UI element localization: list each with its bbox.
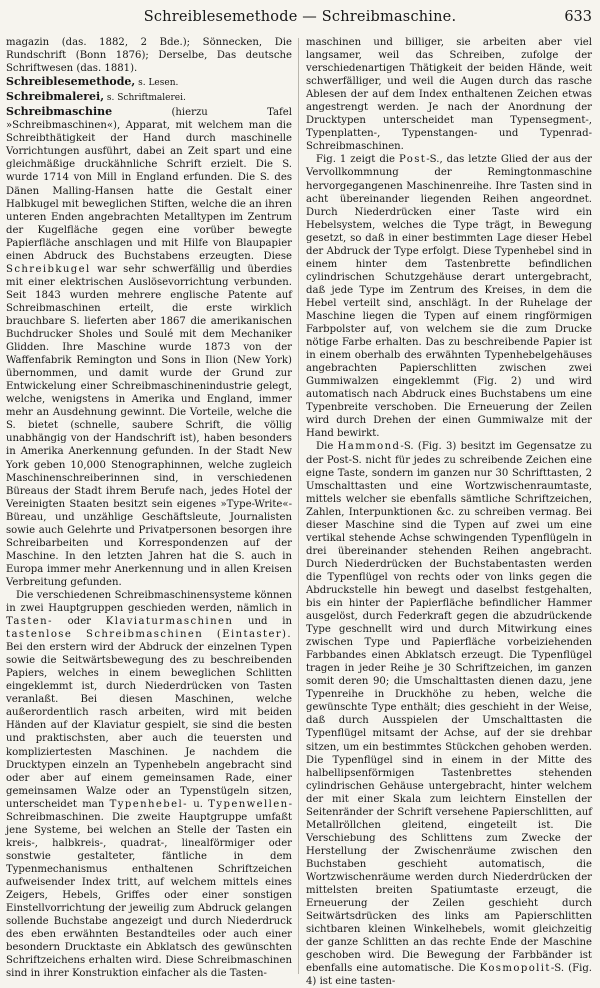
paragraph-text: oder — [52, 616, 106, 628]
paragraph-text: Die verschiedenen Schreibmaschinensysteme können in zwei Hauptgruppen geschieden werden, nämlich in — [6, 589, 292, 615]
paragraph-text: u. — [187, 798, 209, 810]
entry-headword: Schreibmalerei, — [6, 90, 105, 104]
entry-text: war sehr schwerfällig und überdies mit einer elektrischen Auslösevorrichtung verbunden. Seit 1843 wurden mehrere englische Patente auf Schreibmaschinen erteilt, die erste wirklich brauchbare S. lieferten aber 1867 die amerikanischen Buchdrucker Sholes und Soulé mit dem Mechaniker Glidden. Ihre Maschine wurde 1873 von der Waffenfabrik Remington und Sons in Ilion (New York) übernommen, und damit wurde der Grund zur Entwickelung einer Schreibmaschinenindustrie gelegt, welche, wenigstens in Amerika und England, immer mehr an Ausdehnung gewinnt. Die Vorteile, welche die S. bietet (schnelle, saubere Schrift, die völlig unabhängig von der Handschrift ist), haben besonders in Amerika Anerkennung gefunden. In der Stadt New York geben 10,000 Stenographinnen, welche zugleich Maschinenschreiberinnen sind, in verschiedenen Büreaus der Stadt ihrem Berufe nach, jedes Hotel der Vereinigten Staaten besitzt sein eigenes »Type-Write«-Büreau, und unzählige Geschäftsleute, Journalisten sowie auch Gelehrte und Privatpersonen besorgen ihre Schreibarbeiten und Korrespondenzen auf der Maschine. In den letzten Jahren hat die S. auch in Europa immer mehr Anerkennung und in allen Kreisen Verbreitung gefunden. — [6, 263, 292, 588]
spaced-term: Schreibkugel — [6, 263, 91, 275]
paragraph-text: Die — [316, 441, 338, 453]
spaced-term: Post — [398, 154, 427, 166]
paragraph-text: -S., das letzte Glied der aus der Vervollkommnung der Remingtonmaschine hervorgegangenen Maschinenreihe. Ihre Tasten sind in acht übereinander liegenden Reihen angeordnet. Durch Niederdrücken einer Taste wird ein Hebelsystem, welches die Type trägt, in Bewegung gesetzt, so daß in einer bestimmten Lage dieser Hebel der Abdruck der Type erfolgt. Diese Typenhebel sind in einem hinter dem Tastenbrette befindlichen cylindrischen Schutzgehäuse derart untergebracht, daß jede Type im Zentrum des Kreises, in dem die Hebel verteilt sind, anschlägt. In der Ruhelage der Maschine liegen die Typen auf einem ringförmigen Farbpolster auf, von welchem sie die zum Drucke nötige Farbe erhalten. Das zu beschreibende Papier ist in einem oberhalb des erwähnten Typenhebelgehäuses angebrachten Papierschlitten zwischen zwei Gummiwalzen eingeklemmt (Fig. 2) und wird automatisch nach Abdruck eines Buchstabens um eine Typenbreite verschoben. Die Erneuerung der Zeilen wird durch Drehen der einen Gummiwalze mit der Hand bewirkt. — [306, 154, 592, 440]
spaced-term: Hammond — [337, 441, 401, 453]
spaced-term: Tasten- — [6, 616, 53, 628]
spaced-term: Kosmopolit — [479, 963, 551, 975]
page-number: 633 — [564, 9, 592, 25]
paragraph-continuation: maschinen und billiger, sie arbeiten aber viel langsamer, weil das Schreiben, zufolge der verschiedenartigen Thätigkeit der beiden Hände, weit schwerfälliger, und weil die Augen durch das rasche Ablesen der auf dem Index enthaltenen Zeichen etwas angestrengt werden. Je nach der Anordnung der Drucktypen unterscheidet man Typensegment-, Typenplatten-, Typenstangen- und Typenrad-Schreibmaschinen. — [306, 37, 592, 153]
spaced-term: tastenlose Schreibmaschinen (Eintaster). — [6, 629, 292, 641]
entry-reference: s. Schriftmalerei. — [104, 93, 186, 104]
paragraph-post-machine — [306, 153, 592, 440]
paragraph-text: und in — [233, 616, 292, 628]
paragraph-text: Fig. 1 zeigt die — [316, 154, 399, 166]
page-header — [0, 0, 600, 32]
spaced-term: Typenhebel- — [109, 798, 188, 810]
paragraph-hammond-machine — [306, 440, 592, 988]
paragraph-system-groups — [6, 589, 292, 980]
entry-schreiblesemethode — [6, 75, 292, 90]
entry-headword: Schreibmaschine — [6, 105, 113, 119]
left-column — [6, 36, 292, 980]
spaced-term: Typenwellen — [208, 798, 289, 810]
paragraph-text: Bei den erstern wird der Abdruck der einzelnen Typen sowie die Seitwärtsbewegung des zu beschreibenden Papiers, welches in einem beweglichen Schlitten eingeklemmt ist, durch Niederdrücken von Tasten veranlaßt. Bei diesen Maschinen, welche außerordentlich rasch arbeiten, wird mit beiden Händen auf der Klaviatur gespielt, sie sind die besten und praktischsten, aber auch die teuersten und kompliziertesten Maschinen. Je nachdem die Drucktypen einzeln an Typenhebeln angebracht sind oder aber auf einem gemeinsamen Rade, einer gemeinsamen Walze oder an Typenstügeln sitzen, unterscheidet man — [6, 642, 292, 810]
paragraph-text: -Schreibmaschinen. Die zweite Hauptgruppe umfaßt jene Systeme, bei welchen an Stelle der Tasten ein kreis-, halbkreis-, quadrat-, linealförmiger oder sonstwie gestalteter, fäntliche in dem Typenmechanismus enthaltenen Schriftzeichen aufweisender Index tritt, auf welchem mittels eines Zeigers, Hebels, Griffes oder einer sonstigen Einstellvorrichtung der jeweilig zum Abdruck gelangen sollende Buchstabe angezeigt und durch Niederdruck des eben erwähnten Bestandteiles oder auch einer besondern Drucktaste ein Abklatsch des gewünschten Schriftzeichens erhalten wird. Diese Schreibmaschinen sind in ihrer Konstruktion einfacher als die Tasten- — [6, 798, 292, 980]
spaced-term: Klaviaturmaschinen — [105, 616, 234, 628]
paragraph-text: -S. (Fig. 4) ist eine tasten- — [306, 963, 592, 988]
entry-schreibmalerei — [6, 90, 292, 105]
paragraph-text: -S. (Fig. 3) besitzt im Gegensatze zu der Post-S. nicht für jedes zu schreibende Zeichen eine eigne Taste, sondern im ganzen nur 30 Schrifttasten, 2 Umschalttasten und eine Wortzwischenraumtaste, mittels welcher sie ebenfalls sämtliche Schriftzeichen, Zahlen, Interpunktionen &c. zu schreiben vermag. Bei dieser Maschine sind die Typen auf zwei um eine vertikal stehende Achse schwingenden Typenflügeln in drei übereinander stehenden Reihen angebracht. Durch Niederdrücken der Buchstabentasten werden die Typenflügel von rechts oder von links gegen die Abdruckstelle hin bewegt und daselbst festgehalten, bis ein hinter der Papierfläche befindlicher Hammer ausgelöst, durch Federkraft gegen die abzudrückende Type geschnellt wird und durch Mitwirkung eines zwischen Type und Papierfläche vorbeiziehenden Farbbandes einen Abklatsch erzeugt. Die Typenflügel tragen in jeder Reihe je 30 Schriftzeichen, im ganzen somit deren 90; die Umschalttasten dienen dazu, jene Typenreihe in Druckhöhe zu heben, welche die gewünschte Type enthält; dies geschieht in der Weise, daß durch Ausspielen der Umschalttasten die Typenflügel mitsamt der Achse, auf der sie drehbar sitzen, um ein bestimmtes Stückchen gehoben werden. Die Typenflügel sind in einem in der Mitte des halbellipsenförmigen Tastenbrettes stehenden cylindrischen Gehäuse untergebracht, hinter welchem der mit einer Skala zum leichtern Einstellen der Seitenränder der Schrift versehene Papierschlitten, auf Metallröllchen gleitend, eingeteilt ist. Die Verschiebung des Schlittens zum Zwecke der Herstellung der Zwischenräume zwischen den Buchstaben geschieht automatisch, die Wortzwischenräume werden durch Niederdrücken der mittelsten breiten Spatiumtaste erzeugt, die Erneuerung der Zeilen geschieht durch Seitwärtsdrücken des links am Papierschlitten sichtbaren kleinen Winkelhebels, womit gleichzeitig der ganze Schlitten an das rechte Ende der Maschine geschoben wird. Die Bewegung der Farbbänder ist ebenfalls eine automatische. Die — [306, 441, 592, 975]
text-columns — [6, 36, 592, 988]
right-column — [306, 36, 592, 988]
running-title: Schreiblesemethode — Schreibmaschine. — [143, 9, 457, 25]
entry-schreibmaschine — [6, 105, 292, 589]
entry-text: (hierzu Tafel »Schreibmaschinen«), Apparat, mit welchem man die Schreibthätigkeit der Hand durch maschinelle Vorrichtungen ausführt, dabei an Zeit spart und eine gleichmäßige druckähnliche Schrift erzielt. Die S. wurde 1714 von Mill in England erfunden. Die S. des Dänen Malling-Hansen hatte die Gestalt einer Halbkugel mit beweglichen Stiften, welche die an ihren unteren Enden angebrachten Metalltypen im Zentrum der Kugelfläche gegen eine vorüber bewegte Papierfläche anschlagen und mit Hilfe von Blaupapier einen Abdruck des Buchstabens erzeugten. Diese — [6, 107, 292, 262]
entry-headword: Schreiblesemethode, — [6, 75, 136, 89]
entry-continuation: magazin (das. 1882, 2 Bde.); Sönnecken, Die Rundschrift (Bonn 1876); Derselbe, Das deutsche Schriftwesen (das. 1881). — [6, 37, 292, 75]
entry-reference: s. Lesen. — [135, 78, 179, 89]
